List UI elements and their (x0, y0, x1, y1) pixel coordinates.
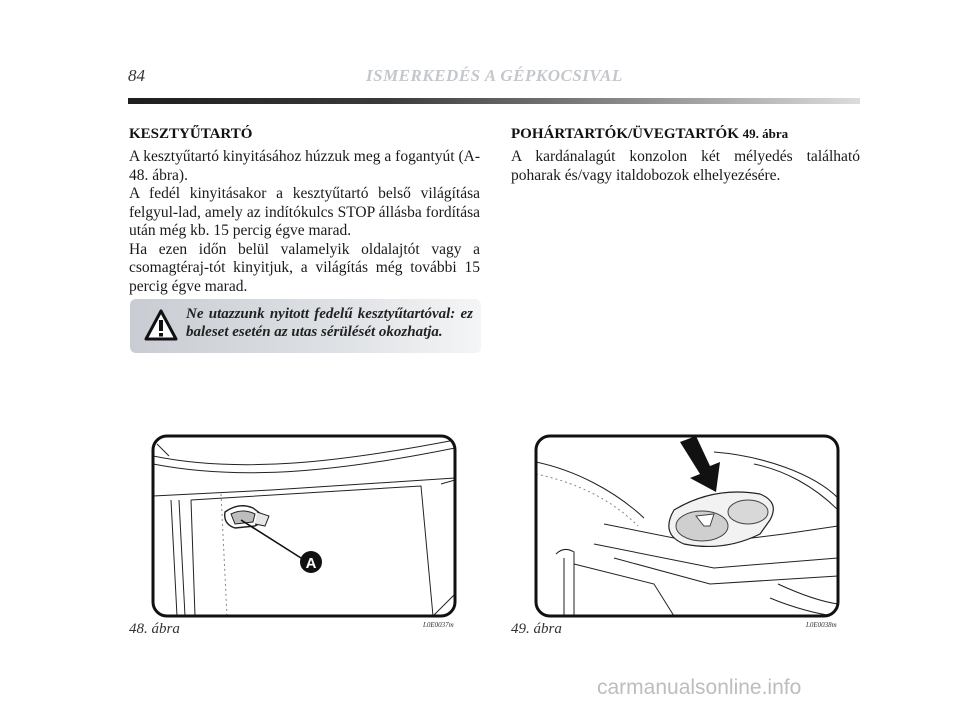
figure-49-caption: 49. ábra (511, 621, 562, 637)
figure-48-code: L0E0037m (423, 621, 454, 629)
callout-a-label: A (305, 555, 317, 572)
warning-triangle-icon (144, 309, 178, 341)
warning-box (130, 299, 481, 353)
cupholder-title-main: POHÁRTARTÓK/ÜVEGTARTÓK (511, 126, 739, 142)
header-rule (128, 98, 860, 104)
cupholder-body (511, 148, 860, 185)
figure-48 (151, 434, 457, 618)
cupholder-illustration (534, 434, 840, 618)
glovebox-body (129, 148, 480, 296)
paragraph: A kesztyűtartó kinyitásához húzzuk meg a fogantyút (A-48. ábra). (129, 148, 480, 184)
section-title-cupholders (511, 126, 788, 143)
figure-49-code: L0E0038m (806, 621, 837, 629)
watermark: carmanualsonline.info (597, 676, 802, 699)
figure-48-caption: 48. ábra (129, 621, 180, 637)
paragraph: Ha ezen időn belül valamelyik oldalajtót vagy a csomagtéraj-tót kinyitjuk, a világítás még további 15 percig égve marad. (129, 240, 480, 295)
running-title: ISMERKEDÉS A GÉPKOCSIVAL (366, 66, 623, 85)
figure-49 (534, 434, 840, 618)
page-number: 84 (128, 66, 145, 85)
section-title-glovebox: KESZTYŰTARTÓ (129, 126, 253, 142)
glovebox-illustration (151, 434, 457, 618)
cupholder-title-ref: 49. ábra (742, 126, 789, 141)
paragraph: A fedél kinyitásakor a kesztyűtartó belső világítása felgyul-lad, amely az indítókulcs STOP állásba fordítása után még kb. 15 percig égve marad. (129, 185, 480, 239)
warning-text: Ne utazzunk nyitott fedelű kesztyűtartóval: ez baleset esetén az utas sérülését okozhatja. (186, 306, 473, 340)
paragraph: A kardánalagút konzolon két mélyedés található poharak és/vagy italdobozok elhelyezésére. (511, 148, 860, 184)
